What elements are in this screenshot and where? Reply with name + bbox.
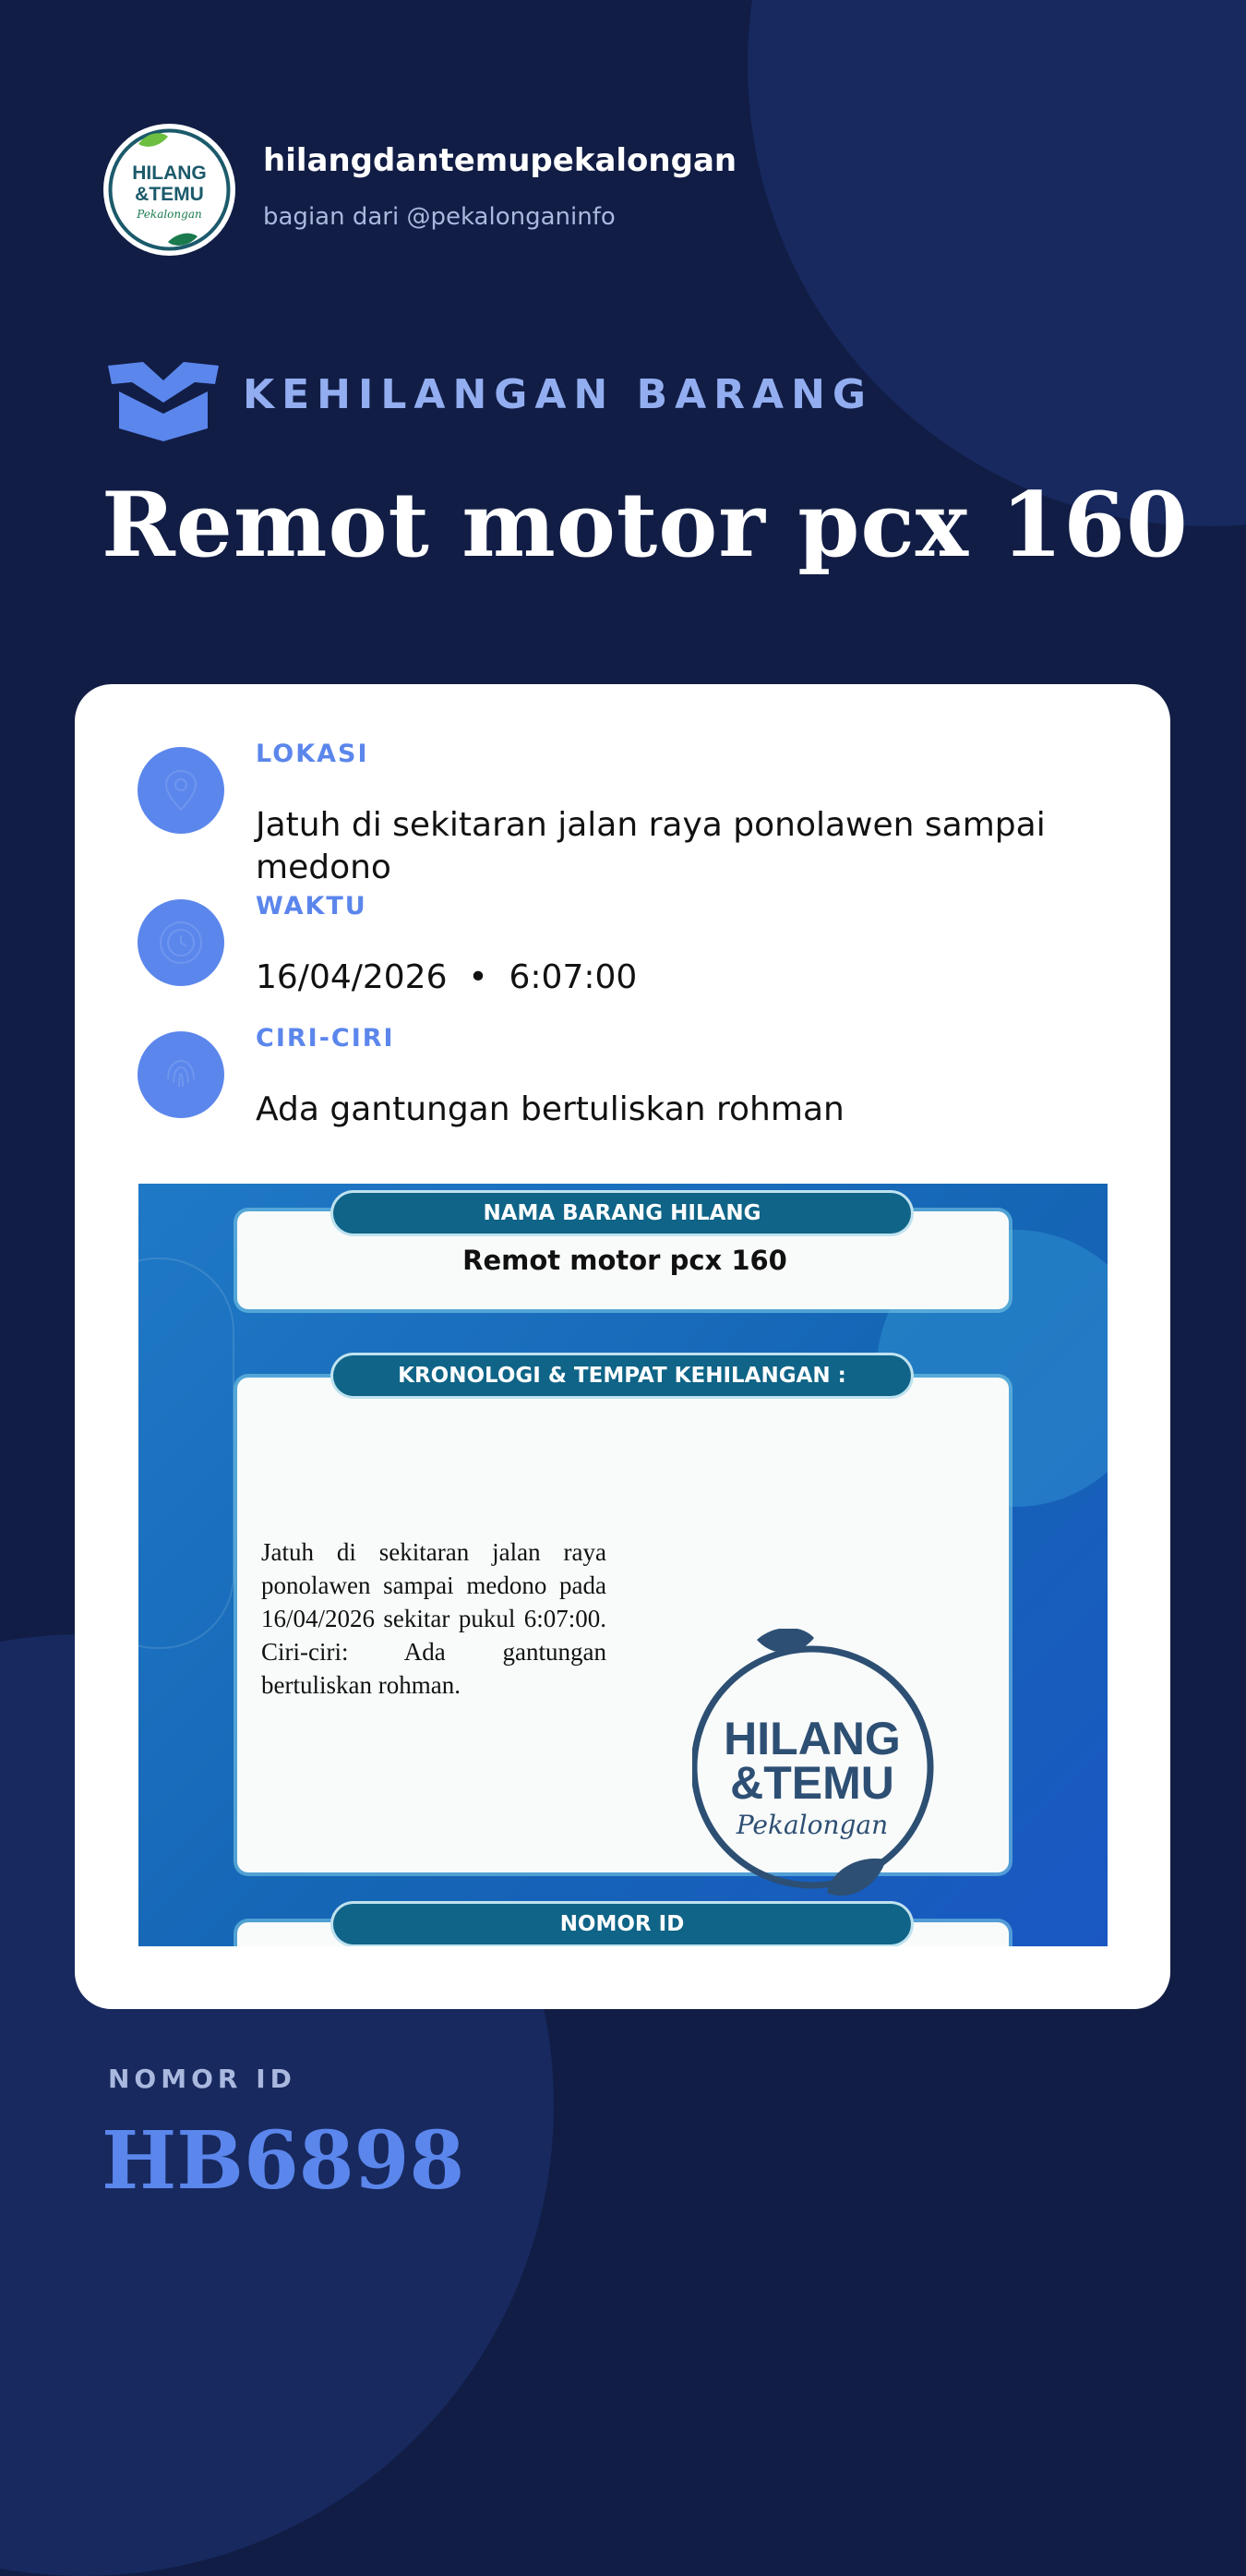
- hilang-temu-logo-icon: [692, 1629, 947, 1906]
- features-label: CIRI-CIRI: [256, 1024, 395, 1053]
- poster-chronology-header: KRONOLOGI & TEMPAT KEHILANGAN :: [333, 1355, 911, 1396]
- location-label: LOKASI: [256, 740, 369, 768]
- lost-item-poster-image[interactable]: [138, 1184, 1108, 1946]
- svg-text:&TEMU: &TEMU: [730, 1757, 894, 1809]
- category-label: KEHILANGAN BARANG: [243, 371, 874, 418]
- poster-item-name: Remot motor pcx 160: [462, 1245, 787, 1276]
- open-box-icon: [106, 360, 221, 441]
- svg-text:HILANG: HILANG: [132, 163, 207, 184]
- account-subtitle: bagian dari @pekalonganinfo: [263, 203, 616, 231]
- hilang-temu-logo-icon: [103, 124, 235, 256]
- poster-name-header: NAMA BARANG HILANG: [333, 1193, 911, 1234]
- id-value: HB6898: [102, 2114, 465, 2208]
- svg-text:Pekalongan: Pekalongan: [137, 208, 202, 221]
- map-pin-icon: [138, 747, 224, 834]
- account-avatar[interactable]: [103, 124, 235, 256]
- svg-text:HILANG: HILANG: [724, 1713, 901, 1764]
- category-banner: [106, 360, 1029, 443]
- poster-id-header: NOMOR ID: [333, 1904, 911, 1944]
- time-label: WAKTU: [256, 892, 367, 921]
- account-header: [103, 124, 1119, 258]
- svg-text:&TEMU: &TEMU: [135, 184, 204, 205]
- item-title: Remot motor pcx 160: [102, 473, 1189, 577]
- svg-text:Pekalongan: Pekalongan: [736, 1810, 889, 1840]
- id-label: NOMOR ID: [108, 2064, 296, 2094]
- poster-chronology-text: Jatuh di sekitaran jalan raya ponolawen sampai medono pada 16/04/2026 sekitar pukul 6:07:00. Ciri-ciri: Ada gantungan bertuliskan rohman.: [261, 1538, 606, 1699]
- time-value: 16/04/2026 • 6:07:00: [256, 958, 638, 996]
- location-value: Jatuh di sekitaran jalan raya ponolawen sampai medono: [256, 806, 1046, 886]
- clock-icon: [138, 899, 224, 986]
- details-card: [75, 684, 1170, 2009]
- background-circle-top: [748, 0, 1246, 526]
- account-name[interactable]: hilangdantemupekalongan: [263, 142, 737, 179]
- features-value: Ada gantungan bertuliskan rohman: [256, 1090, 845, 1128]
- poster-chronology-box: [237, 1378, 1009, 1872]
- fingerprint-icon: [138, 1031, 224, 1118]
- poster-decoration: [138, 1258, 234, 1649]
